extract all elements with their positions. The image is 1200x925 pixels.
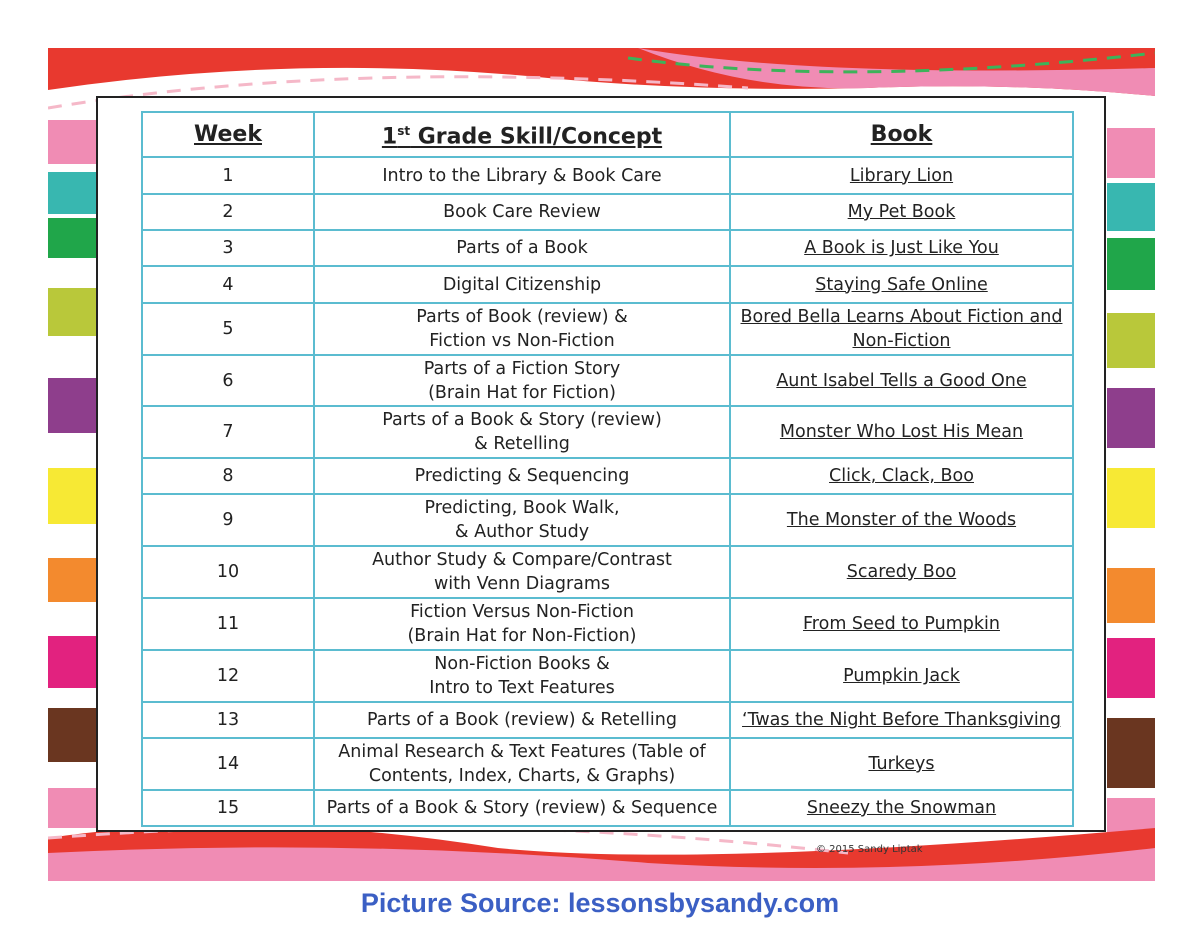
skill-cell — [314, 546, 730, 598]
table-row — [142, 230, 1073, 266]
week-cell: 3 — [142, 230, 314, 266]
skill-line: with Venn Diagrams — [433, 574, 611, 594]
skill-line: Book Care Review — [443, 202, 601, 222]
skill-line: Predicting, Book Walk, — [424, 498, 620, 518]
book-cell — [730, 458, 1073, 494]
book-cell — [730, 157, 1073, 194]
table-row — [142, 458, 1073, 494]
skill-cell — [314, 494, 730, 546]
skill-line: (Brain Hat for Fiction) — [428, 382, 616, 403]
book-title: Non-Fiction — [852, 331, 951, 351]
skill-line: (Brain Hat for Non-Fiction) — [407, 626, 637, 646]
book-title: Pumpkin Jack — [843, 666, 960, 686]
skill-cell — [314, 157, 730, 194]
book-title: Bored Bella Learns About Fiction and — [740, 307, 1063, 327]
book-title: Aunt Isabel Tells a Good One — [776, 370, 1027, 391]
skill-line: Parts of a Book — [456, 238, 588, 258]
book-cell — [730, 702, 1073, 738]
book-title: Staying Safe Online — [815, 274, 988, 295]
book-title: Scaredy Boo — [846, 562, 957, 582]
skill-line: Parts of Book (review) & — [416, 307, 628, 327]
week-cell: 7 — [142, 406, 314, 458]
week-cell: 5 — [142, 303, 314, 355]
table-row — [142, 303, 1073, 355]
book-title: Monster Who Lost His Mean — [779, 422, 1024, 442]
skill-line: Non-Fiction Books & — [434, 654, 610, 674]
book-title: My Pet Book — [847, 202, 956, 222]
book-cell — [730, 355, 1073, 406]
skill-cell — [314, 406, 730, 458]
table-row — [142, 546, 1073, 598]
book-title: ‘Twas the Night Before Thanksgiving — [742, 710, 1061, 730]
picture-source-caption: Picture Source: lessonsbysandy.com — [360, 888, 840, 918]
book-title: From Seed to Pumpkin — [803, 614, 1000, 634]
copyright-note: © 2015 Sandy Liptak — [816, 844, 923, 855]
table-row — [142, 702, 1073, 738]
skill-line: Intro to Text Features — [429, 678, 615, 698]
week-column-header: Week — [142, 112, 314, 157]
book-title: Sneezy the Snowman — [806, 798, 997, 818]
table-row — [142, 598, 1073, 650]
skill-line: Parts of a Book & Story (review) — [382, 410, 662, 430]
book-cell — [730, 546, 1073, 598]
skill-column-header — [314, 112, 730, 157]
skill-line: Author Study & Compare/Contrast — [372, 550, 672, 570]
book-cell — [730, 266, 1073, 303]
week-cell: 9 — [142, 494, 314, 546]
book-cell — [730, 303, 1073, 355]
week-cell: 13 — [142, 702, 314, 738]
skill-cell — [314, 303, 730, 355]
table-row — [142, 738, 1073, 790]
table-row — [142, 650, 1073, 702]
table-row — [142, 406, 1073, 458]
week-cell: 14 — [142, 738, 314, 790]
table-row — [142, 194, 1073, 230]
book-cell — [730, 494, 1073, 546]
table-body — [142, 157, 1073, 826]
week-cell: 12 — [142, 650, 314, 702]
skill-header-prefix: 1 — [381, 124, 398, 150]
skill-cell — [314, 458, 730, 494]
week-cell: 15 — [142, 790, 314, 826]
skill-line: Parts of a Book (review) & Retelling — [367, 710, 677, 730]
book-column-header: Book — [730, 112, 1073, 157]
table-row — [142, 355, 1073, 406]
book-title: Turkeys — [868, 754, 935, 774]
skill-line: Predicting & Sequencing — [414, 466, 630, 486]
table-row — [142, 494, 1073, 546]
book-cell — [730, 598, 1073, 650]
skill-cell — [314, 355, 730, 406]
skill-line: & Author Study — [454, 522, 590, 542]
book-cell — [730, 650, 1073, 702]
book-title: The Monster of the Woods — [786, 510, 1017, 530]
book-cell — [730, 738, 1073, 790]
skill-cell — [314, 230, 730, 266]
skill-cell — [314, 650, 730, 702]
book-cell — [730, 790, 1073, 826]
week-cell: 10 — [142, 546, 314, 598]
skill-line: Parts of a Fiction Story — [423, 358, 621, 379]
schedule-card — [96, 96, 1106, 855]
book-title: A Book is Just Like You — [804, 238, 999, 258]
table-row — [142, 157, 1073, 194]
skill-header-suffix: Grade Skill/Concept — [410, 124, 663, 150]
table-row — [142, 266, 1073, 303]
book-title: Click, Clack, Boo — [829, 466, 974, 486]
week-cell: 8 — [142, 458, 314, 494]
book-cell — [730, 194, 1073, 230]
week-cell: 2 — [142, 194, 314, 230]
book-cell — [730, 230, 1073, 266]
table-row — [142, 790, 1073, 826]
skill-cell — [314, 598, 730, 650]
curriculum-table — [141, 111, 1074, 827]
table-header-row — [142, 112, 1073, 157]
week-cell: 1 — [142, 157, 314, 194]
skill-line: & Retelling — [474, 434, 570, 454]
skill-header-superscript: st — [397, 124, 411, 139]
skill-line: Digital Citizenship — [442, 274, 602, 295]
skill-cell — [314, 790, 730, 826]
week-cell: 11 — [142, 598, 314, 650]
skill-cell — [314, 194, 730, 230]
skill-line: Fiction Versus Non-Fiction — [410, 602, 634, 622]
skill-line: Animal Research & Text Features (Table of — [338, 742, 706, 762]
book-title: Library Lion — [849, 165, 954, 186]
skill-line: Parts of a Book & Story (review) & Sequence — [326, 798, 718, 818]
skill-cell — [314, 266, 730, 303]
skill-line: Intro to the Library & Book Care — [382, 165, 662, 186]
week-cell: 6 — [142, 355, 314, 406]
book-cell — [730, 406, 1073, 458]
week-cell: 4 — [142, 266, 314, 303]
skill-cell — [314, 738, 730, 790]
skill-line: Fiction vs Non-Fiction — [429, 331, 615, 351]
skill-cell — [314, 702, 730, 738]
skill-line: Contents, Index, Charts, & Graphs) — [368, 766, 676, 786]
